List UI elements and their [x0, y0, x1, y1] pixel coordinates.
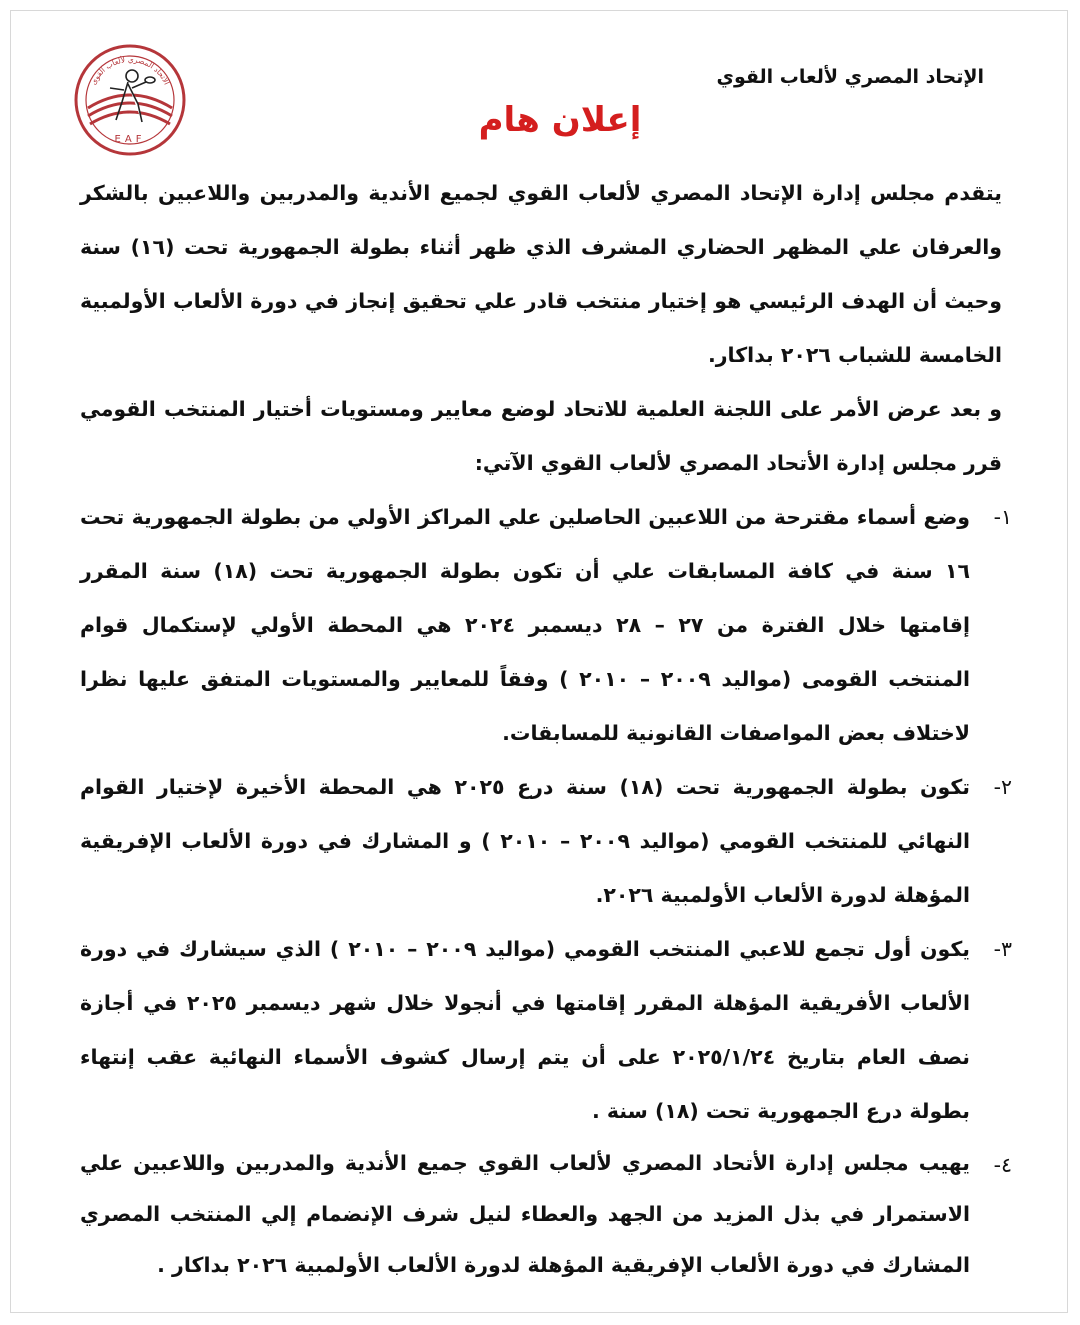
decision-item-4: [80, 1138, 1012, 1291]
logo-ring-text: الاتحاد المصري لألعاب القوى: [88, 54, 172, 87]
item-number: ١-: [993, 505, 1012, 529]
item-text: يكون أول تجمع للاعبي المنتخب القومي (مواليد ٢٠٠٩ – ٢٠١٠ ) الذي سيشارك في دورة الألعاب الأفريقية المؤهلة المقرر إقامتها في أنجولا خلال شهر ديسمبر ٢٠٢٥ في أجازة نصف العام بتاريخ ٢٠٢٥/١/٢٤ على أن يتم إرسال كشوف الأسماء النهائية عقب إنتهاء بطولة درع الجمهورية تحت (١٨) سنة .: [80, 937, 970, 1123]
item-text: يهيب مجلس إدارة الأتحاد المصري لألعاب القوي جميع الأندية والمدربين واللاعبين علي الاستمرار في بذل المزيد من الجهد والعطاء لنيل شرف الإنضمام إلي المنتخب المصري المشارك في دورة الألعاب الإفريقية المؤهلة لدورة الألعاب الأولمبية ٢٠٢٦ بداكار .: [80, 1151, 970, 1277]
item-number: ٤-: [993, 1153, 1012, 1177]
item-text: تكون بطولة الجمهورية تحت (١٨) سنة درع ٢٠٢٥ هي المحطة الأخيرة لإختيار القوام النهائي للمنتخب القومي (مواليد ٢٠٠٩ – ٢٠١٠ ) و المشارك في دورة الألعاب الإفريقية المؤهلة لدورة الألعاب الأولمبية ٢٠٢٦.: [80, 775, 971, 907]
organization-name: الإتحاد المصري لألعاب القوي: [716, 66, 984, 88]
item-number: ٢-: [993, 775, 1012, 799]
item-text: وضع أسماء مقترحة من اللاعبين الحاصلين علي المراكز الأولي من بطولة الجمهورية تحت ١٦ سنة في كافة المسابقات علي أن تكون بطولة الجمهورية تحت (١٨) سنة المقرر إقامتها خلال الفترة من ٢٧ – ٢٨ ديسمبر ٢٠٢٤ هي المحطة الأولي لإستكمال قوام المنتخب القومى (مواليد ٢٠٠٩ – ٢٠١٠ ) وفقاً للمعايير والمستويات المتفق عليها نظرا لاختلاف بعض المواصفات القانونية للمسابقات.: [80, 505, 970, 745]
decision-item-2: [80, 760, 1012, 922]
decision-item-3: [80, 922, 1012, 1138]
announcement-title: إعلان هام: [478, 100, 642, 140]
announcement-body: [80, 166, 1012, 1291]
intro-paragraph: يتقدم مجلس إدارة الإتحاد المصري لألعاب القوي لجميع الأندية والمدربين واللاعبين بالشكر والعرفان علي المظهر الحضاري المشرف الذي ظهر أثناء بطولة الجمهورية تحت (١٦) سنة وحيث أن الهدف الرئيسي هو إختيار منتخب قادر علي تحقيق إنجاز في دورة الألعاب الأولمبية الخامسة للشباب ٢٠٢٦ بداكار.: [80, 181, 1002, 367]
logo-letters: EAF: [114, 134, 146, 145]
decision-item-1: [80, 490, 1012, 760]
context-paragraph: و بعد عرض الأمر على اللجنة العلمية للاتحاد لوضع معايير ومستويات أختيار المنتخب القومي قرر مجلس إدارة الأتحاد المصري لألعاب القوي الآتي:: [80, 397, 1002, 475]
item-number: ٣-: [993, 937, 1012, 961]
